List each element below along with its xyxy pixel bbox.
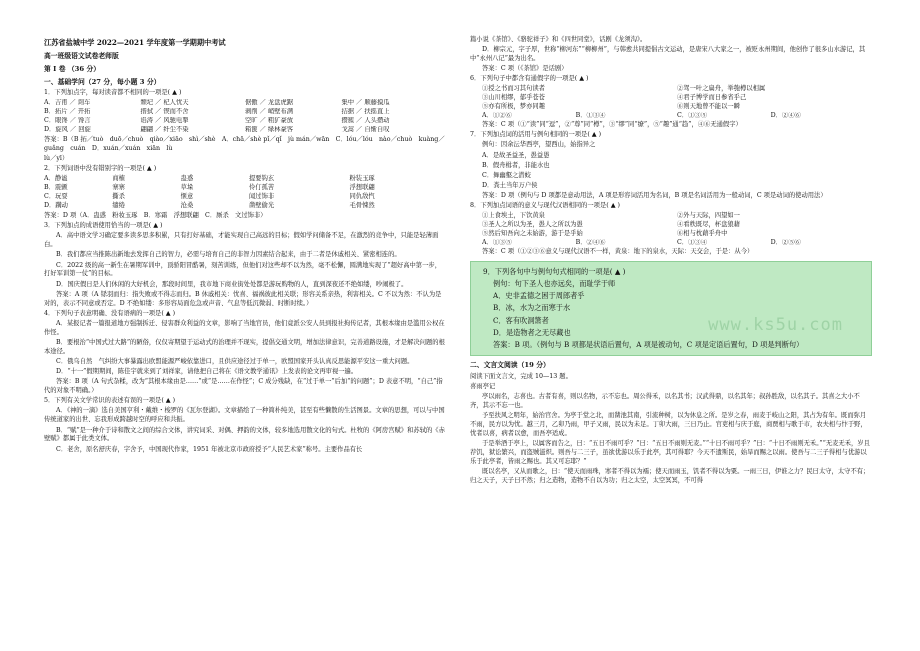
option-cell: B．震颤 — [44, 184, 68, 192]
reading-paragraph: 予至扶风之明年，始治官舍。为亭于堂之北，而凿池其南，引流种树，以为休息之所。是岁之春，雨麦于岐山之阳，其占为有年。既而弥月不雨，民方以为忧。越三月，乙卯乃雨，甲子又雨，民以为未足。丁卯大雨，三日乃止。官吏相与庆于庭，商贾相与歌于市，农夫相与忭于野，忧者以喜，病者以愈，而吾亭适成。 — [470, 412, 867, 437]
question-stem: 3．下列加点的成语使用恰当的一项是( ▲ ) — [44, 222, 163, 230]
answer-text: 答案：D 项（A．蛊惑 粉妆玉琢 B．寒霜 浮想联翩 C．厮杀 文过饰非） — [44, 212, 267, 220]
question-8 — [470, 202, 872, 257]
choice-cell: D．②④⑥ — [770, 112, 801, 120]
item-cell: ①授之书而习其句读者 — [482, 85, 545, 93]
option-cell: 沧桑 — [180, 202, 194, 210]
question-stem: 2．下列词语中没有错别字的一项是( ▲ ) — [44, 165, 157, 173]
item-cell: ⑤亦有所极，梦亦同趣 — [482, 103, 545, 111]
question-2 — [44, 165, 446, 221]
option-row — [44, 117, 446, 126]
right-column — [470, 36, 872, 487]
answer-text: 答案：B 项（A 句式杂糅，改为“其根本缘由是……”或“是……在作怪”；C 成分残缺，在“过于单一”后加“的问题”；D 表意不明，“自己”指代的对象不明确。） — [44, 378, 443, 395]
option-cell: B．拓片 ／ 开拓 — [44, 108, 91, 116]
question-stem: 9．下列各句中与例句句式相同的一项是( ▲ ) — [483, 267, 626, 276]
option-cell: 倨傲 ／ 龙盘虎踞 — [244, 99, 294, 107]
option-a: A．是故圣益圣，愚益愚 — [482, 151, 550, 159]
reading-paragraph: 既以名亭，又从而歌之，曰：“使天而雨珠，寒者不得以为襦；使天而雨玉，饥者不得以为粟。一雨三日，伊谁之力？民曰太守，太守不有；归之天子，天子曰不然；归之造物，造物不自以为功；归之太空，太空冥冥，不可得 — [470, 468, 870, 484]
section-heading: 二、文言文阅读（19 分） — [470, 361, 550, 370]
answer-text: 答案：C 项（①②③⑥意义与现代汉语不一样，黄泉：地下的泉水，天际：天交会，于是：从今） — [482, 248, 754, 256]
choice-row — [470, 239, 872, 248]
item-cell: ⑥相与枕藉乎舟中 — [677, 230, 728, 238]
option-c: C．2022 级的高一新生在暑期军训中，顶骄阳冒酷暑，刻苦训练，但他们对这些却不以为然，毫不松懈，圆满地实现了“超好高中第一步，打好军训第一仗”的目标。 — [44, 261, 441, 278]
option-cell: 惬意 — [180, 193, 194, 201]
options-grid — [44, 99, 446, 135]
question-4 — [44, 310, 446, 396]
answer-text: 答案：C 项（《茶馆》是话剧） — [482, 65, 568, 73]
item-cell: ①上食埃土，下饮黄泉 — [482, 212, 545, 220]
option-row — [44, 126, 446, 135]
option-cell: 毛骨悚然 — [349, 202, 375, 210]
option-a: A．高中语文学习确定要多读多思多积累，只有打好基础，才能实现自己高远的目标；假如学问储备不足，在激烈的竞争中，只能是轻薄面白。 — [44, 232, 439, 249]
option-b: B．我们都应当推陈出新地去发挥自己的智力，必需与培育自己的非智力因素结合起来，由于二者是休戚相关、紧密相连的。 — [56, 251, 401, 259]
choice-cell: A．①②⑥ — [482, 112, 512, 120]
item-cell: ④看秩既尽，杯盘狼藉 — [677, 221, 740, 229]
choice-cell: A．①③⑤ — [482, 239, 512, 247]
answer-text: 答案：C 项（①“读”同“逗”，②“尊”同“樽”，③“缪”同“缭”，⑤“趣”通“趋”，④⑥无通假字） — [482, 121, 742, 129]
option-cell: 伶仃孤苦 — [248, 184, 275, 192]
item-cell: ②外与天际，四望如一 — [677, 212, 740, 220]
option-d: D．柳宗元，字子厚，世称“柳河东”“柳柳州”，与韩愈共同提倡古文运动，是唐宋八大家之一，被贬永州期间，他创作了很多山水游记，其中“永州八记”最为出名。 — [470, 46, 866, 63]
question-7 — [470, 131, 872, 201]
option-cell: 撕杀 — [112, 193, 125, 201]
option-cell: 剥削 ／ 峭壁布满 — [244, 108, 294, 116]
reading-title: 喜雨亭记 — [470, 382, 496, 390]
item-cell: ⑥则天地曾不能以一瞬 — [677, 103, 740, 111]
option-cell: D．蹒动 — [44, 202, 68, 210]
option-cell: 箱箧 ／ 绿林豪客 — [244, 126, 294, 134]
item-grid — [470, 212, 872, 239]
option-c: C．舞幽壑之潜蛟 — [482, 171, 531, 179]
option-cell: 空旷 ／ 粗犷豪放 — [244, 117, 294, 125]
option-b: B．假舟楫者，非能水也 — [482, 161, 550, 169]
option-a: A．某报记者一篇报道地方强制拆迁、侵害群众利益的文章，影响了当地官员，他们竟派公安人员到报社拘传记者，其根本缘由是滥用公权在作怪。 — [44, 319, 445, 336]
item-cell: ④君子博学而日参省乎己 — [677, 94, 747, 102]
option-cell: 攒簇 ／ 人头攒动 — [341, 117, 390, 125]
reading-paragraph: 亭以雨名，志喜也。古者有喜，则以名物，示不忘也。周公得禾，以名其书；汉武得鼎，以名其年；叔孙胜敌，以名其子。其喜之大小不齐，其示不忘一也。 — [470, 392, 860, 409]
question-stem: 6．下列句子中都含有通假字的一项是( ▲ ) — [470, 75, 589, 83]
option-c: C．老舍，原名舒庆春，字舍予，中国现代作家，1951 年被北京市政府授予“人民艺术家”称号。主要作品有长 — [56, 445, 363, 453]
choice-cell: B．①③④ — [575, 112, 606, 120]
answer-text: 答案：B（B 拓／tuò duō／chuò qiào／xiāo shì／shè A．chā／shè pǐ／qǐ jù mán／wān C．lóu／lóu nào／chuò kuàng／guǎng cuán D．xuán／xuán xiān lù — [44, 136, 445, 152]
option-row — [44, 108, 446, 117]
answer-text: 答案：D 项（例句与 D 项都是意动用法，A 项是形容词活用为名词，B 项是名词活用为一般动词，C 项是动词的使动用法） — [482, 192, 827, 200]
answer-text: 答案：A 项（A 铩羽而归：指失败或不得志而归。B 休戚相关：忧喜、福祸彼此相关联；形容关系亲热，利害相关。C 不以为然：不认为是对的，表示不同意或否定。D 不绝如缕：多形容局面危急或声音、气息等低沉微弱、时断时续。） — [44, 290, 442, 307]
question-1 — [44, 89, 446, 164]
option-cell: D．旋风 ／ 回旋 — [44, 126, 91, 134]
item-cell: ③圣人之所以为圣，愚人之所以为愚 — [482, 221, 583, 229]
option-cell: 揩拭 ／ 锲而不舍 — [140, 108, 189, 116]
section-heading: 一、基础学问（27 分，每小题 3 分） — [44, 77, 161, 86]
option-d: D．“十一”假期期间，陈佳宇就来到了刘祥家，请他把自己将在《语文教学通讯》上发表的论文再审视一遍。 — [56, 368, 358, 376]
choice-cell: B．②④⑥ — [575, 239, 606, 247]
option-d: D．粪土当年万户侯 — [482, 181, 538, 189]
option-a: A．《神的一滴》选自美国亨利・戴维・梭罗的《瓦尔登湖》。文章描绘了一种简朴纯美，甚至有些懒散的生活图景。文章的思想，可以与中国传统道家的出世、忘我形成跨越时空的呼应和共振。 — [44, 407, 445, 424]
part-heading: 第 I 卷 （36 分） — [44, 64, 101, 73]
watermark-text: www.ks5u.com — [708, 315, 843, 335]
choice-row — [470, 112, 872, 121]
option-cell: 提要钩玄 — [248, 175, 275, 183]
option-d: D．是造物者之无尽藏也 — [493, 327, 571, 337]
option-cell: 闻过饰非 — [248, 193, 275, 201]
answer-text: 答案：B 项。（例句与 B 项都是状语后置句，A 项是被动句，C 项是定语后置句，D 项是判断句） — [493, 339, 804, 349]
question-9-highlight-box — [470, 261, 872, 356]
exam-subtitle: 高一班级语文试卷老师版 — [44, 52, 119, 61]
option-cell: 拮据 ／ 扶摇直上 — [341, 108, 390, 116]
choice-cell: C．①③⑤ — [676, 112, 707, 120]
option-cell: A．吉甫 ／ 剡车 — [44, 99, 91, 107]
exam-title: 江苏省盐城中学 2022—2021 学年度第一学期期中考试 — [44, 38, 226, 47]
option-cell: 戈蒿 ／ 自惭自叹 — [341, 126, 390, 134]
question-stem: 7．下列加点词的活用与例句相同的一项是( ▲ ) — [470, 131, 602, 139]
option-cell: 商榷 — [112, 175, 125, 183]
option-cell: 凿壁偷光 — [248, 202, 275, 210]
option-cell: C．眼馋 ／ 馋言 — [44, 117, 91, 125]
option-cell: 颓圮 ／ 杞人忧天 — [140, 99, 189, 107]
question-stem: 1．下列加点字，每对读音都不相同的一项是( ▲ ) — [44, 89, 182, 97]
option-cell: 谄涛 ／ 风驰电掣 — [140, 117, 189, 125]
option-cell: 寨寨 — [112, 184, 125, 192]
option-row — [44, 99, 446, 108]
option-c: C．俄乌自然 气纠纷大事暴露出欧盟能源严峻依靠进口，且供应途径过于单一，欧盟国家开头认真反思能源平安这一重大问题。 — [56, 358, 414, 366]
example-sentence: 例句：句下圣人也亦远矣，而耻学于师 — [493, 279, 616, 289]
continued-text: 篇小说《茶馆》、《骆驼祥子》和《四世同堂》，话剧《龙须沟》。 — [470, 36, 647, 43]
answer-text: lù／yī） — [44, 155, 69, 163]
option-cell: 草垛 — [180, 184, 194, 192]
item-cell: ⑤然后知吾向之未始游，游于是乎始 — [482, 230, 583, 238]
item-grid — [470, 85, 872, 112]
option-c: C．客有吹洞箫者 — [493, 315, 549, 325]
option-cell: 蛊惑 — [180, 175, 194, 183]
question-3 — [44, 222, 446, 308]
option-b: B．冰，水为之而寒于水 — [493, 303, 571, 313]
option-cell: C．玩耍 — [44, 193, 68, 201]
option-cell: 粉装玉琢 — [349, 175, 375, 183]
question-5 — [44, 397, 446, 454]
item-cell: ②驾一叶之扁舟，举匏樽以相属 — [677, 85, 766, 93]
question-6 — [470, 75, 872, 130]
choice-cell: D．②⑤⑥ — [770, 239, 801, 247]
question-stem: 5．下列有关文学常识的表述有误的一项是( ▲ ) — [44, 397, 176, 405]
left-column — [44, 38, 446, 456]
example-sentence: 例句：因余沄华西亭，望西山，始指异之 — [482, 141, 596, 149]
option-cell: 同仇敌忾 — [349, 193, 375, 201]
question-stem: 8．下列加点词语的意义与现代汉语相同的一项是( ▲ ) — [470, 202, 620, 210]
option-b: B．要根治“中国式过大路”的陋俗，仅仅寄期望于运动式的治理并不现实，提倡交通文明，增加法律意识，完善道路设施，才是解决问题的根本途径。 — [44, 338, 445, 355]
option-cell: 翩翩 ／ 纤尘不染 — [140, 126, 189, 134]
option-b: B．“赋”是一种介于诗和散文之间的综合文体，讲究词采、对偶、押韵的文体，较多地选用散文化的句式。杜牧的《阿房宫赋》和苏轼的《赤壁赋》都属于此类文体。 — [44, 426, 445, 443]
choice-cell: C．①③④ — [676, 239, 707, 247]
reading-paragraph: 于是举酒于亭上，以属客而告之，曰：“五日不雨可乎？”曰：“五日不雨则无麦。”“十日不雨可乎？”曰：“十日不雨则无禾。”“无麦无禾，岁且荐饥，狱讼繁兴，而盗贼滋炽。则吾与二三子，虽欲优游以乐于此亭，其可得耶？今天不遗斯民，始旱而赐之以雨。使吾与二三子得相与优游以乐于此亭者，皆雨之赐也。其又可忘耶？” — [470, 440, 870, 465]
option-a: A．史非孟德之困于周郎者乎 — [493, 291, 585, 301]
option-cell: A．静谧 — [44, 175, 68, 183]
question-stem: 4．下列句子表意明确、没有语病的一项是( ▲ ) — [44, 309, 176, 317]
option-cell: 集中 ／ 顺藤摸瓜 — [341, 99, 390, 107]
option-row — [44, 175, 446, 211]
option-cell: 缱绻 — [112, 202, 125, 210]
option-cell: 浮想联翩 — [349, 184, 375, 192]
item-cell: ③山川相缪，郁乎苍苍 — [482, 94, 545, 102]
reading-intro: 阅读下面文言文，完成 10—13 题。 — [470, 372, 572, 380]
option-d: D．国庆假日是人们休闲的大好机会，那段时间里，我市地下商业街处处都是游玩购物的人，直到深夜还不绝如缕，吵闹极了。 — [56, 280, 408, 288]
